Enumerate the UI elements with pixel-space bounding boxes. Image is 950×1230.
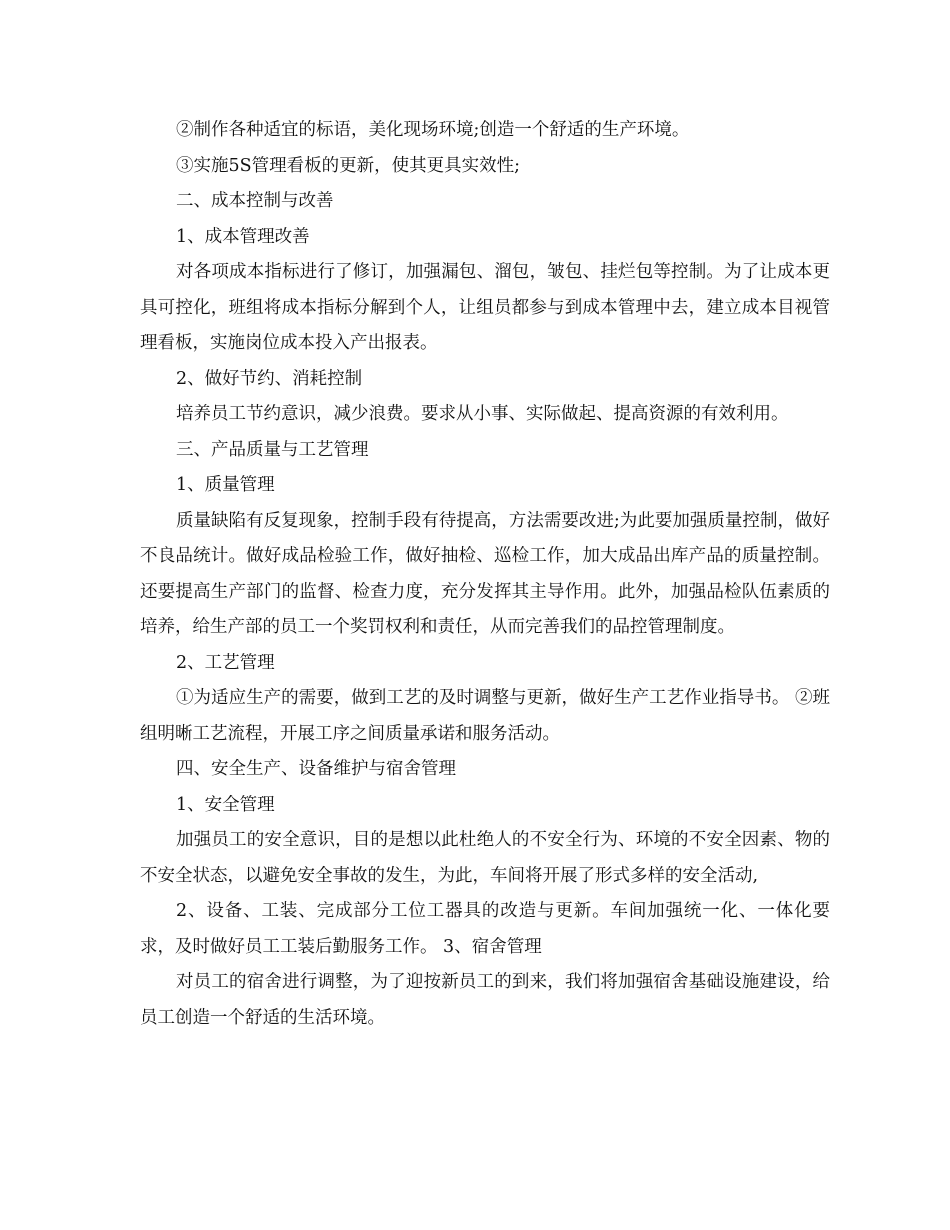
heading-cost-control: 二、成本控制与改善 — [176, 191, 334, 211]
subheading-cost-management: 1、成本管理改善 — [176, 226, 310, 247]
document-page — [140, 113, 830, 1036]
subheading-saving: 2、做好节约、消耗控制 — [176, 368, 363, 389]
paragraph-quality-management: 质量缺陷有反复现象，控制手段有待提高，方法需要改进;为此要加强质量控制，做好不良品统计。做好成品检验工作，做好抽检、巡检工作，加大成品出库产品的质量控制。还要提高生产部门的监督、检查力度，充分发挥其主导作用。此外，加强品检队伍素质的培养，给生产部的员工一个奖罚权利和责任，从而完善我们的品控管理制度。 — [140, 510, 830, 637]
paragraph-process-management: ①为适应生产的需要，做到工艺的及时调整与更新，做好生产工艺作业指导书。 ②班组明晰工艺流程，开展工序之间质量承诺和服务活动。 — [140, 688, 830, 744]
heading-safety-equipment-dorm: 四、安全生产、设备维护与宿舍管理 — [176, 759, 456, 779]
subheading-process-management: 2、工艺管理 — [176, 652, 275, 673]
subheading-safety-management: 1、安全管理 — [176, 794, 275, 815]
paragraph-safety-management: 加强员工的安全意识，目的是想以此杜绝人的不安全行为、环境的不安全因素、物的不安全状态，以避免安全事故的发生，为此，车间将开展了形式多样的安全活动, — [140, 830, 830, 886]
paragraph-cost-management: 对各项成本指标进行了修订，加强漏包、溜包，皱包、挂烂包等控制。为了让成本更具可控化，班组将成本指标分解到个人，让组员都参与到成本管理中去，建立成本目视管理看板，实施岗位成本投入产出报表。 — [140, 262, 830, 353]
paragraph-equipment-dorm: 2、设备、工装、完成部分工位工器具的改造与更新。车间加强统一化、一体化要求，及时做好员工工装后勤服务工作。 3、宿舍管理 — [140, 901, 830, 957]
paragraph-dorm-management: 对员工的宿舍进行调整，为了迎按新员工的到来，我们将加强宿舍基础设施建设，给员工创造一个舒适的生活环境。 — [140, 972, 830, 1028]
paragraph-5s-board: ③实施5S管理看板的更新，使其更具实效性; — [176, 155, 521, 176]
heading-quality-process: 三、产品质量与工艺管理 — [176, 439, 369, 460]
paragraph-saving: 培养员工节约意识，减少浪费。要求从小事、实际做起、提高资源的有效利用。 — [176, 404, 789, 424]
paragraph-slogans: ②制作各种适宜的标语，美化现场环境;创造一个舒适的生产环境。 — [176, 120, 690, 140]
subheading-quality-management: 1、质量管理 — [176, 475, 275, 495]
